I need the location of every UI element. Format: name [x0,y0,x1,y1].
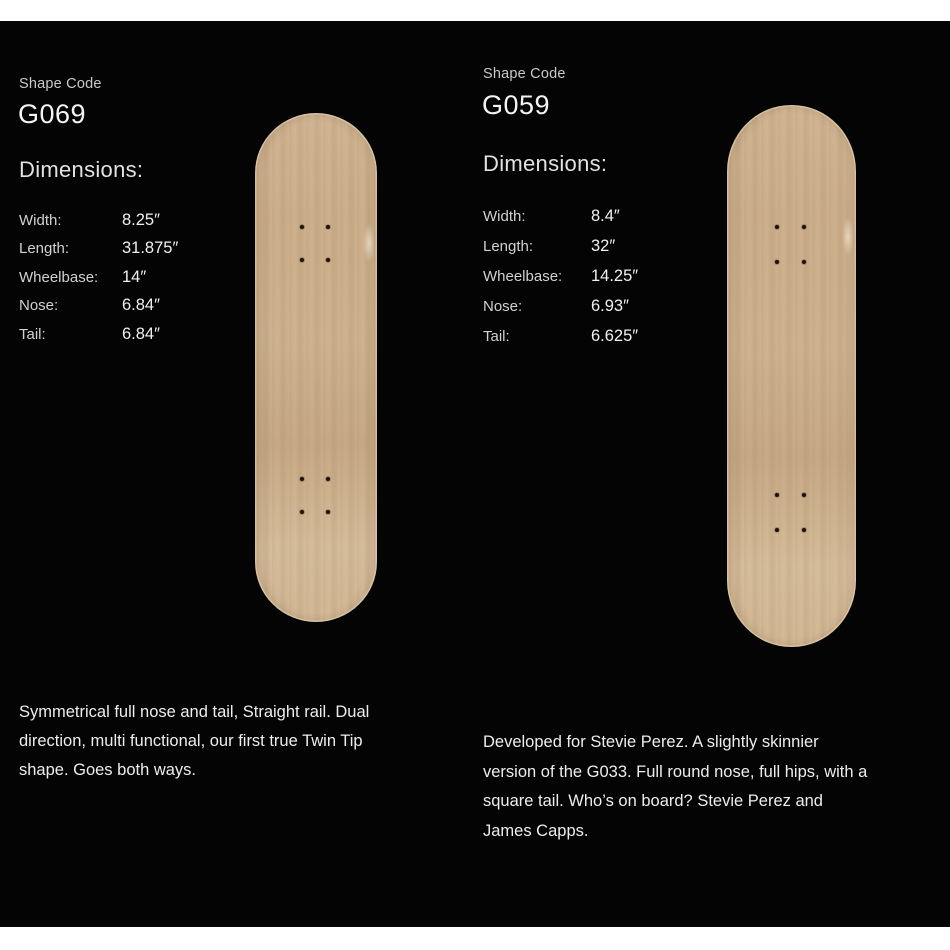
bolt-hole [326,477,330,481]
spec-label: Nose: [483,298,523,315]
spec-value: 8.4″ [591,207,620,225]
spec-value: 6.84″ [122,325,160,343]
bolt-hole [300,258,304,262]
spec-label: Tail: [19,326,46,343]
description-line: Developed for Stevie Perez. A slightly skinnier [483,733,819,751]
bolt-hole [775,528,779,532]
bolt-hole [775,493,779,497]
spec-label: Nose: [19,297,59,314]
description-line: direction, multi functional, our first true Twin Tip [19,732,363,750]
description-line: Symmetrical full nose and tail, Straight rail. Dual [19,703,370,721]
spec-label: Width: [19,212,62,229]
bolt-hole [300,225,304,229]
spec-value: 6.84″ [122,296,160,314]
skateboard-deck-image [255,113,377,622]
spec-value: 6.625″ [591,327,639,345]
spec-value: 8.25″ [122,211,160,229]
shape-code-label: Shape Code [483,66,566,82]
description-line: version of the G033. Full round nose, full hips, with a [483,762,868,781]
spec-value: 14″ [122,268,147,286]
bolt-hole [300,477,304,481]
bolt-hole [326,258,330,262]
shape-code: G069 [18,99,87,129]
bolt-hole [775,225,779,229]
spec-value: 31.875″ [122,239,179,257]
product-shapes-panel [0,21,950,927]
spec-label: Length: [19,240,70,257]
bolt-hole [775,260,779,264]
skateboard-deck-image [727,105,856,647]
shape-description [19,698,369,785]
bolt-hole [802,493,806,497]
spec-value: 14.25″ [591,267,639,285]
shape-description [483,728,867,847]
bolt-hole [326,225,330,229]
shape-code-label: Shape Code [19,76,102,92]
spec-label: Wheelbase: [483,268,563,285]
bolt-hole [326,510,330,514]
dimensions-title: Dimensions: [483,151,608,176]
spec-label: Tail: [483,328,510,345]
description-line: square tail. Who’s on board? Stevie Perez and [483,792,823,811]
bolt-hole [802,528,806,532]
description-line: shape. Goes both ways. [19,761,197,779]
spec-value: 32″ [591,237,616,255]
bolt-hole [802,260,806,264]
dimensions-title: Dimensions: [19,157,144,182]
description-line: James Capps. [483,822,589,841]
spec-label: Length: [483,238,534,255]
spec-label: Wheelbase: [19,269,99,286]
spec-label: Width: [483,208,526,225]
spec-value: 6.93″ [591,297,629,315]
bolt-hole [802,225,806,229]
bolt-hole [300,510,304,514]
shape-code: G059 [482,90,551,120]
